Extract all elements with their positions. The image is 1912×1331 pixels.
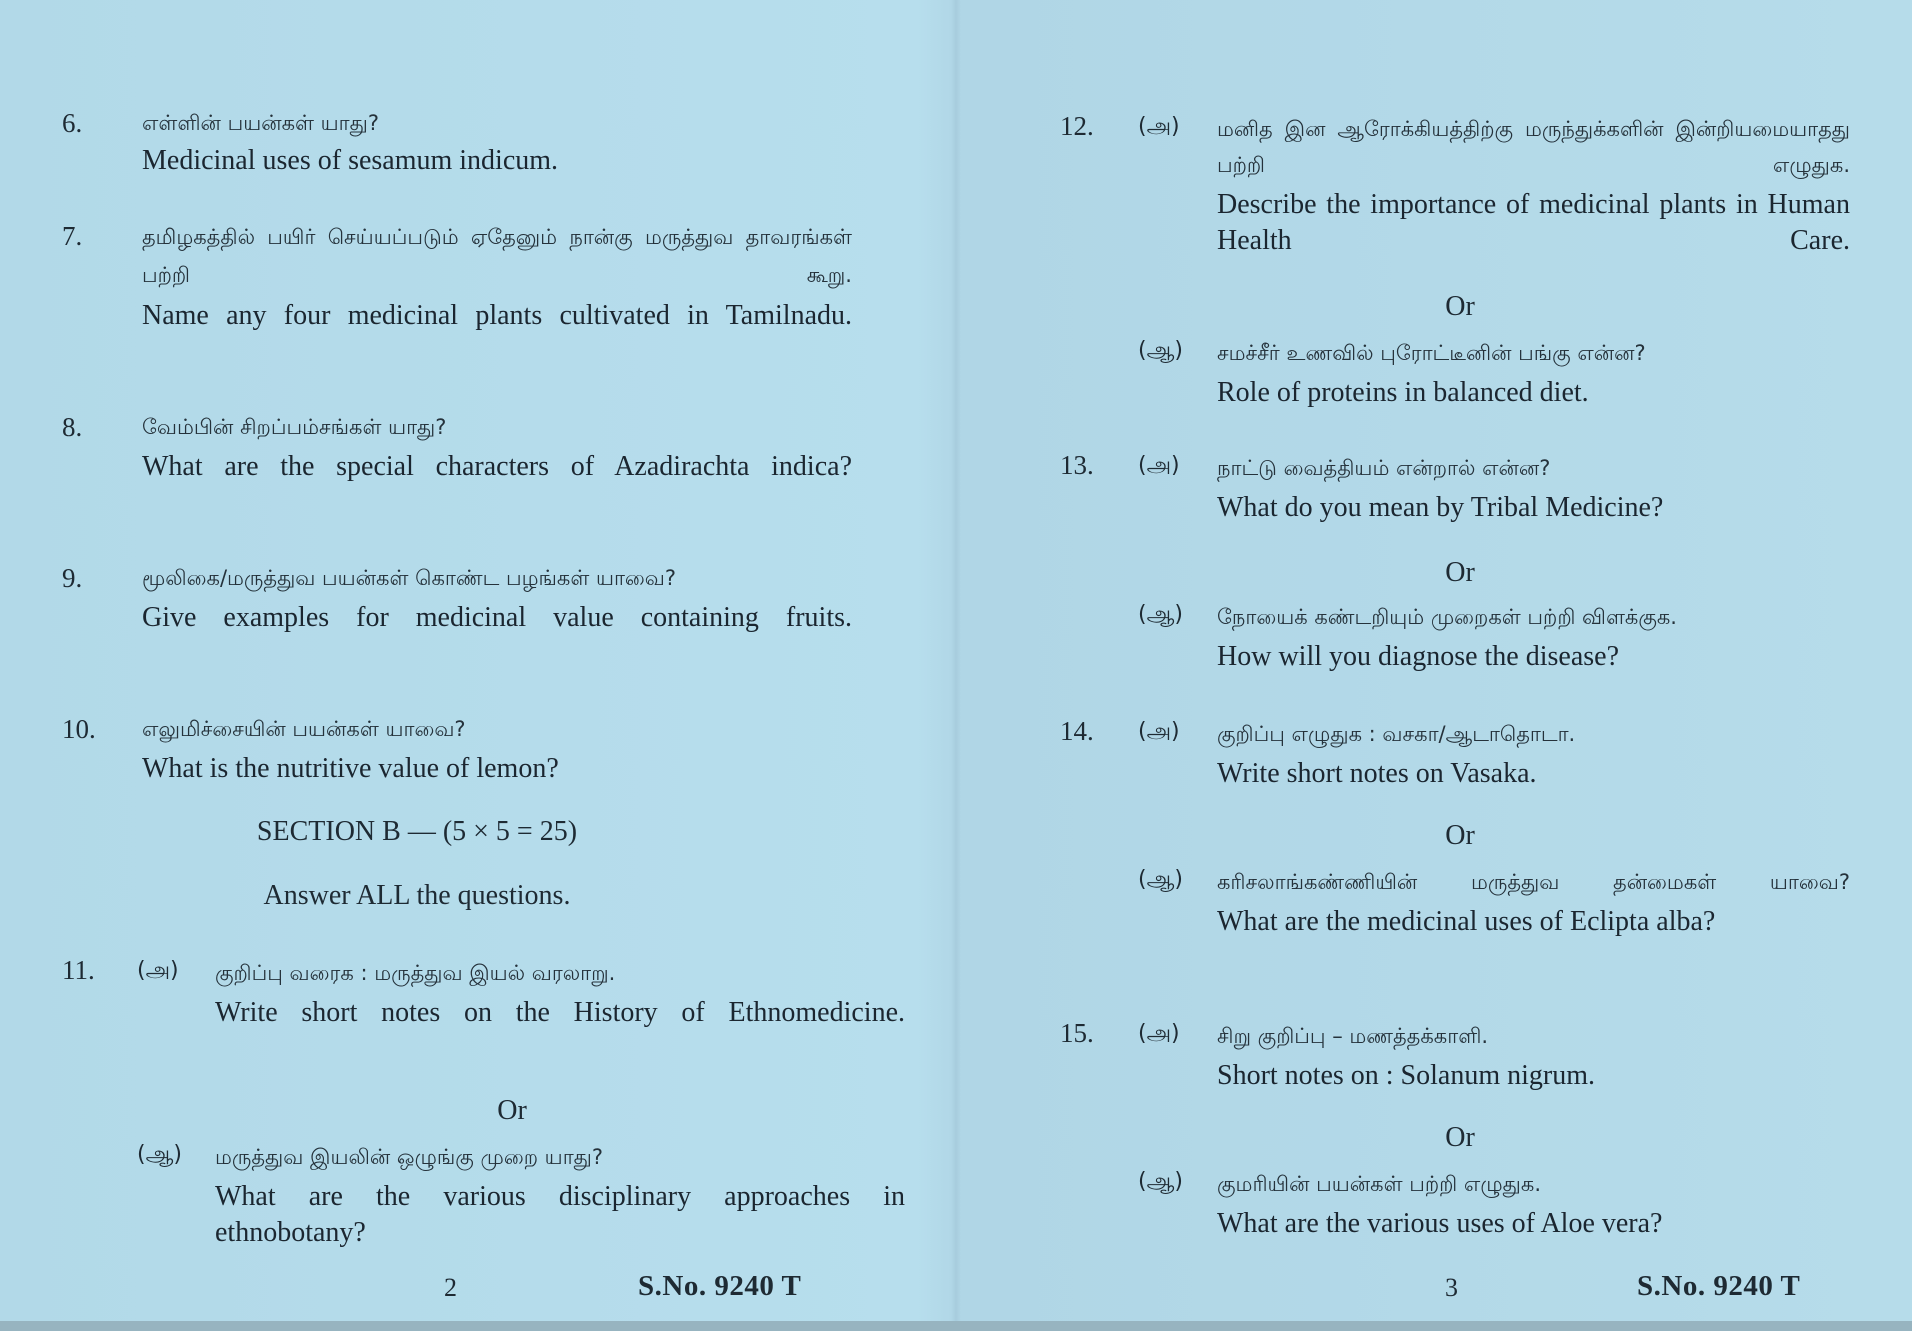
option-label-a: (அ) [1138,453,1180,478]
option-a-english: Write short notes on Vasaka. [1217,758,1537,789]
or-separator: Or [1445,820,1475,851]
option-label-b: (ஆ) [1138,602,1183,627]
question-7 [62,218,852,334]
option-label-b: (ஆ) [1138,867,1183,892]
question-8 [62,409,852,485]
page-number: 3 [1445,1273,1458,1302]
option-label-b: (ஆ) [1138,1169,1183,1194]
question-english: Medicinal uses of sesamum indicum. [142,145,559,176]
question-english: Give examples for medicinal value containing fruits. [142,602,852,633]
question-number: 13. [1060,450,1094,480]
option-b-english: What are the various uses of Aloe vera? [1217,1208,1663,1239]
question-number: 15. [1060,1018,1094,1048]
or-separator: Or [497,1095,527,1126]
option-a-english: Describe the importance of medicinal plants in Human Health Care. [1217,189,1850,256]
question-tamil: தமிழகத்தில் பயிர் செய்யப்படும் ஏதேனும் நான்கு மருத்துவ தாவரங்கள் பற்றி கூறு. [142,225,852,287]
option-b-tamil: குமரியின் பயன்கள் பற்றி எழுதுக. [1217,1172,1542,1196]
question-10 [62,711,852,787]
or-separator: Or [1445,1122,1475,1153]
or-separator: Or [1445,557,1475,588]
question-number: 14. [1060,716,1094,746]
question-number: 10. [62,714,96,744]
option-a-tamil: குறிப்பு எழுதுக : வசகா/ஆடாதொடா. [1217,722,1576,746]
option-b-tamil: நோயைக் கண்டறியும் முறைகள் பற்றி விளக்குக. [1217,605,1677,629]
question-13 [1060,450,1850,672]
option-a-tamil: மனித இன ஆரோக்கியத்திற்கு மருந்துக்களின் இன்றியமையாதது பற்றி எழுதுக. [1217,117,1850,177]
option-b-tamil: கரிசலாங்கண்ணியின் மருத்துவ தன்மைகள் யாவை? [1217,870,1850,894]
page-number: 2 [444,1273,457,1302]
question-6 [62,105,852,179]
option-b-tamil: சமச்சீர் உணவில் புரோட்டீனின் பங்கு என்ன? [1217,341,1646,365]
option-b-english: What are the medicinal uses of Eclipta alba? [1217,906,1716,937]
question-number: 7. [62,221,83,251]
option-a-tamil: சிறு குறிப்பு – மணத்தக்காளி. [1217,1024,1489,1048]
or-separator: Or [1445,291,1475,322]
question-english: Name any four medicinal plants cultivated in Tamilnadu. [142,300,852,331]
serial-number: S.No. 9240 T [1637,1270,1801,1302]
paper-bottom-edge [0,1321,1912,1331]
option-a-english: What do you mean by Tribal Medicine? [1217,492,1664,523]
question-number: 8. [62,412,83,442]
option-label-a: (அ) [137,958,179,983]
question-11 [62,955,905,1248]
question-english: What are the special characters of Azadirachta indica? [142,451,852,482]
page-fold [951,0,961,1331]
question-tamil: எள்ளின் பயன்கள் யாது? [142,111,379,135]
option-label-a: (அ) [1138,1021,1180,1046]
question-15 [1060,1018,1850,1239]
option-label-a: (அ) [1138,114,1180,139]
option-a-tamil: குறிப்பு வரைக : மருத்துவ இயல் வரலாறு. [215,961,616,985]
question-tamil: வேம்பின் சிறப்பம்சங்கள் யாது? [142,415,447,439]
question-number: 11. [62,955,95,985]
question-14 [1060,716,1850,937]
question-9 [62,560,852,636]
option-a-english: Write short notes on the History of Ethnomedicine. [215,997,905,1028]
question-number: 9. [62,563,83,593]
option-label-b: (ஆ) [137,1142,182,1167]
question-12 [1060,111,1850,408]
section-heading: SECTION B — (5 × 5 = 25) [256,816,578,847]
question-english: What is the nutritive value of lemon? [142,753,559,784]
section-instruction: Answer ALL the questions. [263,880,571,911]
question-tamil: எலுமிச்சையின் பயன்கள் யாவை? [142,717,466,741]
option-a-tamil: நாட்டு வைத்தியம் என்றால் என்ன? [1217,456,1551,480]
question-tamil: மூலிகை/மருத்துவ பயன்கள் கொண்ட பழங்கள் யாவை? [142,566,677,590]
option-a-english: Short notes on : Solanum nigrum. [1217,1060,1595,1091]
question-number: 6. [62,108,83,138]
option-b-english: How will you diagnose the disease? [1217,641,1620,672]
option-label-b: (ஆ) [1138,338,1183,363]
option-b-english: What are the various disciplinary approaches in ethnobotany? [215,1181,905,1248]
option-b-english: Role of proteins in balanced diet. [1217,377,1589,408]
serial-number: S.No. 9240 T [638,1270,802,1302]
option-label-a: (அ) [1138,719,1180,744]
question-number: 12. [1060,111,1094,141]
option-b-tamil: மருத்துவ இயலின் ஒழுங்கு முறை யாது? [215,1145,604,1169]
